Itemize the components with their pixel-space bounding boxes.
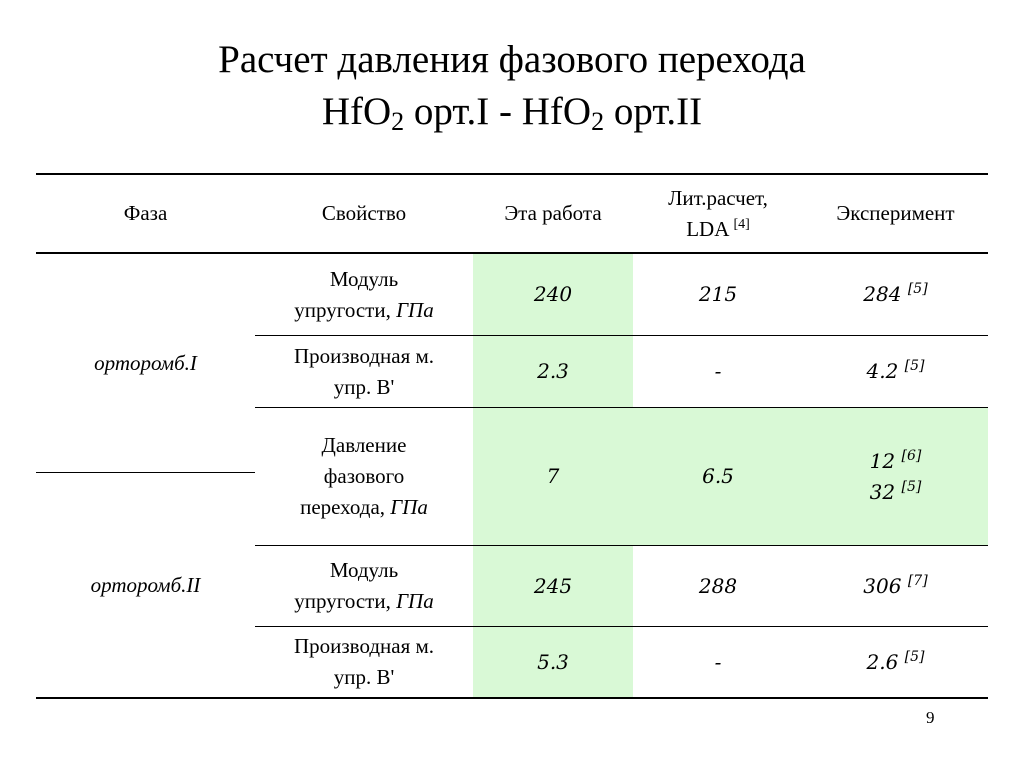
table-row-4-property: Модуль упругости, ГПа xyxy=(294,558,434,613)
phase-label-2: орторомб.II xyxy=(90,572,201,597)
exp-ref: [5] xyxy=(904,358,925,374)
table-row-5-property: Производная м. упр. B' xyxy=(293,634,435,689)
table-row-5-lit: - xyxy=(714,649,722,674)
table-row-3-lit: 6.5 xyxy=(702,464,734,488)
table-row-5-exp: 2.6 [5] xyxy=(866,648,925,674)
exp-ref: [7] xyxy=(907,572,928,589)
formula-b-subscript: 2 xyxy=(591,107,605,136)
header-this-work: Эта работа xyxy=(504,201,602,225)
title-line-2 xyxy=(0,86,1024,138)
exp-ref: [6] xyxy=(901,447,922,464)
table-row-4-exp: 306 [7] xyxy=(863,572,928,598)
title-line-1: Расчет давления фазового перехода xyxy=(218,38,806,81)
table-row-4-lit: 288 xyxy=(698,573,738,598)
phase-label-1: орторомб.I xyxy=(94,350,197,375)
table-bottom-rule xyxy=(36,697,988,699)
table-row-1-this-work: 240 xyxy=(533,282,573,306)
slide-title xyxy=(0,34,1024,138)
exp-ref: [5] xyxy=(907,281,928,297)
header-lit-ref: [4] xyxy=(733,216,750,232)
header-lit-line-2: LDA [4] xyxy=(686,216,750,241)
formula-a-subscript: 2 xyxy=(391,107,405,136)
table-row-4-this-work: 245 xyxy=(533,573,573,598)
table-row-3-this-work: 7 xyxy=(546,464,560,488)
header-lit-calc xyxy=(633,175,803,252)
formula-a: HfO xyxy=(321,90,392,133)
formula-b: HfO xyxy=(521,90,592,133)
header-phase: Фаза xyxy=(123,201,168,225)
title-mid-text: орт.I - xyxy=(404,90,522,133)
table-row-3-exp: 12 [6] 32 [5] xyxy=(869,447,922,504)
table-row-2-exp: 4.2 [5] xyxy=(866,358,925,383)
table-row-2-this-work: 2.3 xyxy=(537,359,569,383)
table-row-1-property: Модуль упругости, ГПа xyxy=(294,266,434,322)
table-row-2-lit: - xyxy=(714,359,722,383)
exp-ref: [5] xyxy=(904,648,925,665)
header-property: Свойство xyxy=(321,201,407,225)
page-number: 9 xyxy=(926,708,935,727)
exp-ref: [5] xyxy=(901,478,922,495)
table-row-1-lit: 215 xyxy=(698,282,738,306)
title-end-text: орт.II xyxy=(604,90,703,133)
header-lit-line-1: Лит.расчет, xyxy=(668,185,768,210)
table-row-3-property: Давление фазового перехода, ГПа xyxy=(300,433,428,519)
table-row-5-this-work: 5.3 xyxy=(537,649,569,674)
table-row-2-property: Производная м. упр. B' xyxy=(293,343,435,399)
header-experiment: Эксперимент xyxy=(836,201,955,225)
table-row-1-exp: 284 [5] xyxy=(863,281,928,306)
